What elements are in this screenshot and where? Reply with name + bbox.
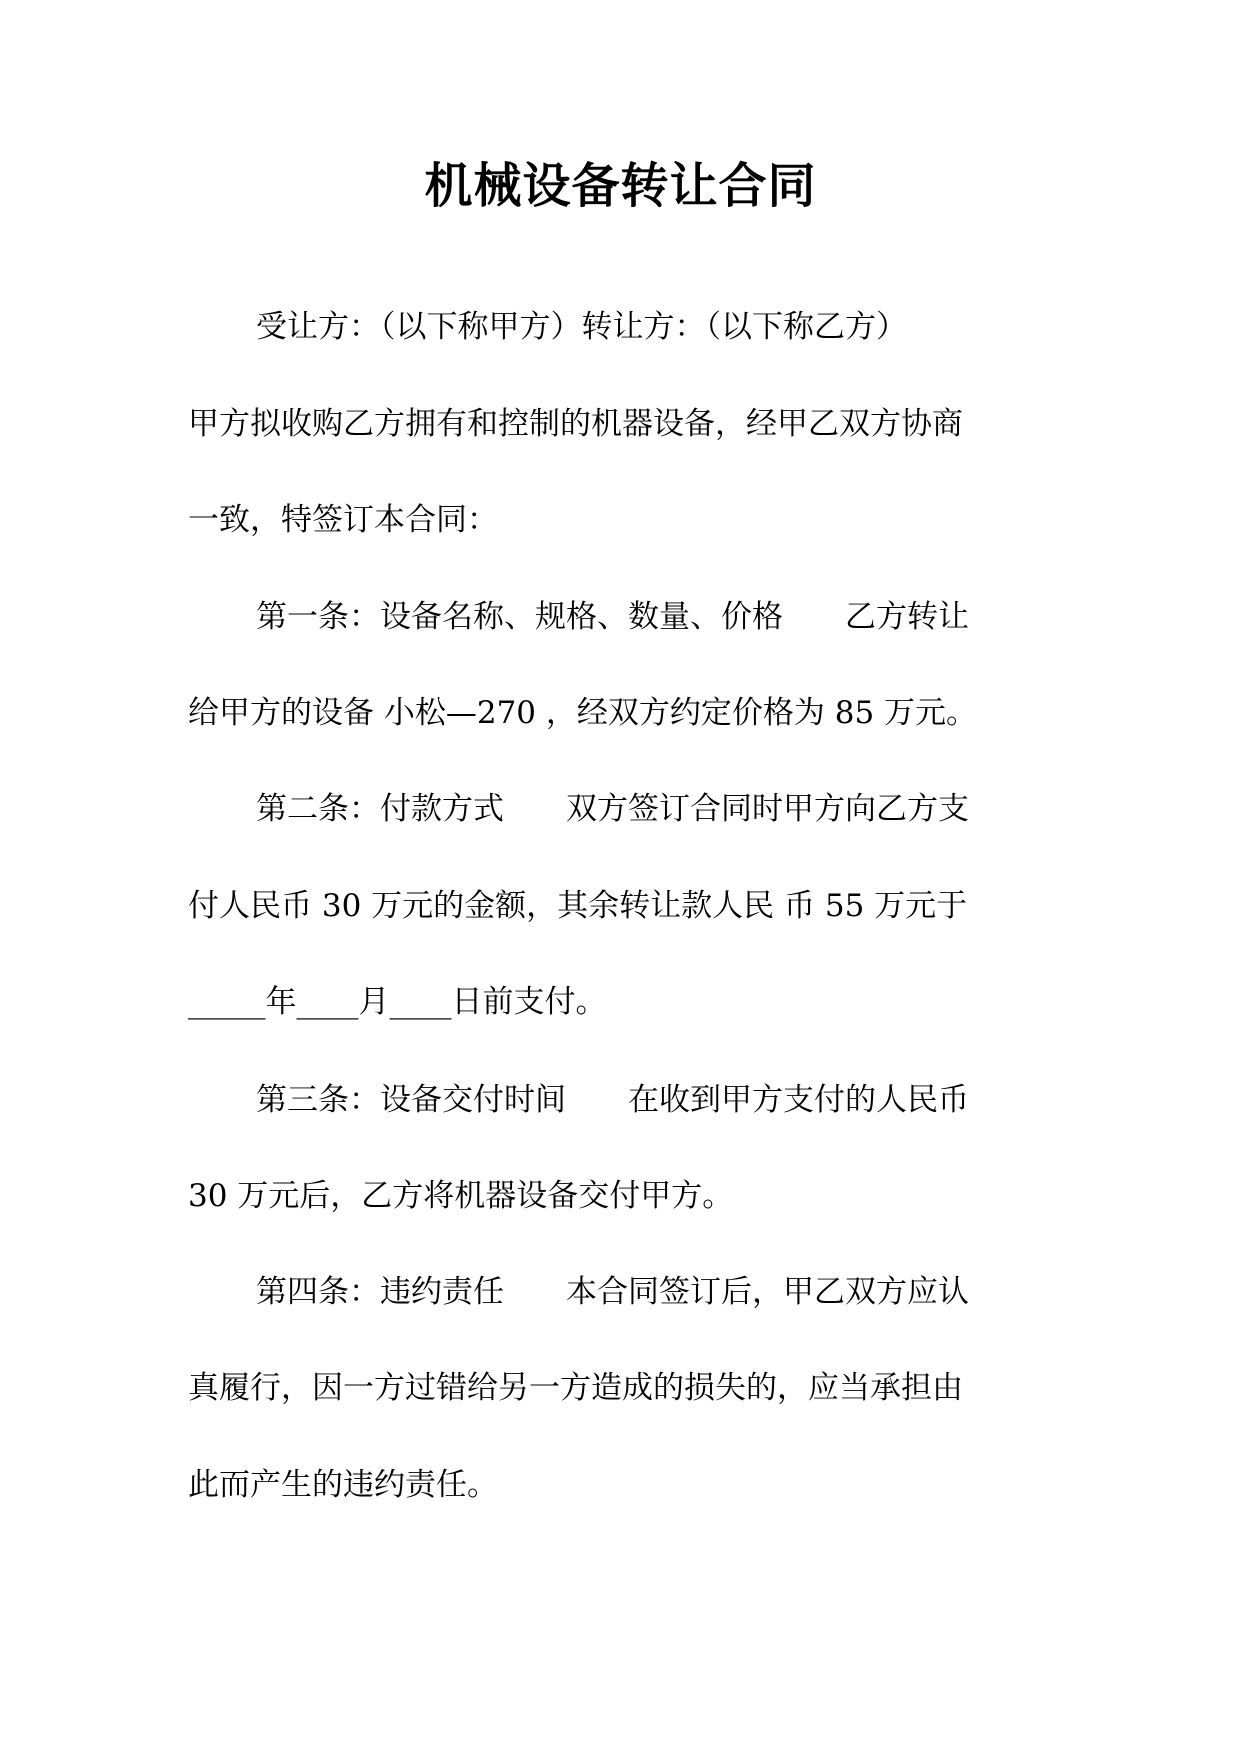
article-4-line-1: 第四条：违约责任 本合同签订后，甲乙双方应认 [256,1274,969,1310]
parties-line: 受让方：（以下称甲方）转让方：（以下称乙方） [256,309,907,345]
document-title: 机械设备转让合同 [424,158,817,214]
article-2-line-3: _____年____月____日前支付。 [188,984,607,1020]
article-4-line-2: 真履行，因一方过错给另一方造成的损失的，应当承担由 [188,1370,963,1406]
article-3-line-1: 第三条：设备交付时间 在收到甲方支付的人民币 [256,1082,969,1118]
preamble-line-2: 一致，特签订本合同： [188,502,498,538]
article-1-line-1: 第一条：设备名称、规格、数量、价格 乙方转让 [256,599,969,635]
article-2-line-2: 付人民币 30 万元的金额，其余转让款人民 币 55 万元于 [188,888,968,924]
article-4-line-3: 此而产生的违约责任。 [188,1467,498,1503]
article-3-line-2: 30 万元后，乙方将机器设备交付甲方。 [188,1178,734,1214]
article-1-line-2: 给甲方的设备 小松—270 ，经双方约定价格为 85 万元。 [188,695,978,731]
preamble-line-1: 甲方拟收购乙方拥有和控制的机器设备，经甲乙双方协商 [188,406,963,442]
article-2-line-1: 第二条：付款方式 双方签订合同时甲方向乙方支 [256,791,969,827]
